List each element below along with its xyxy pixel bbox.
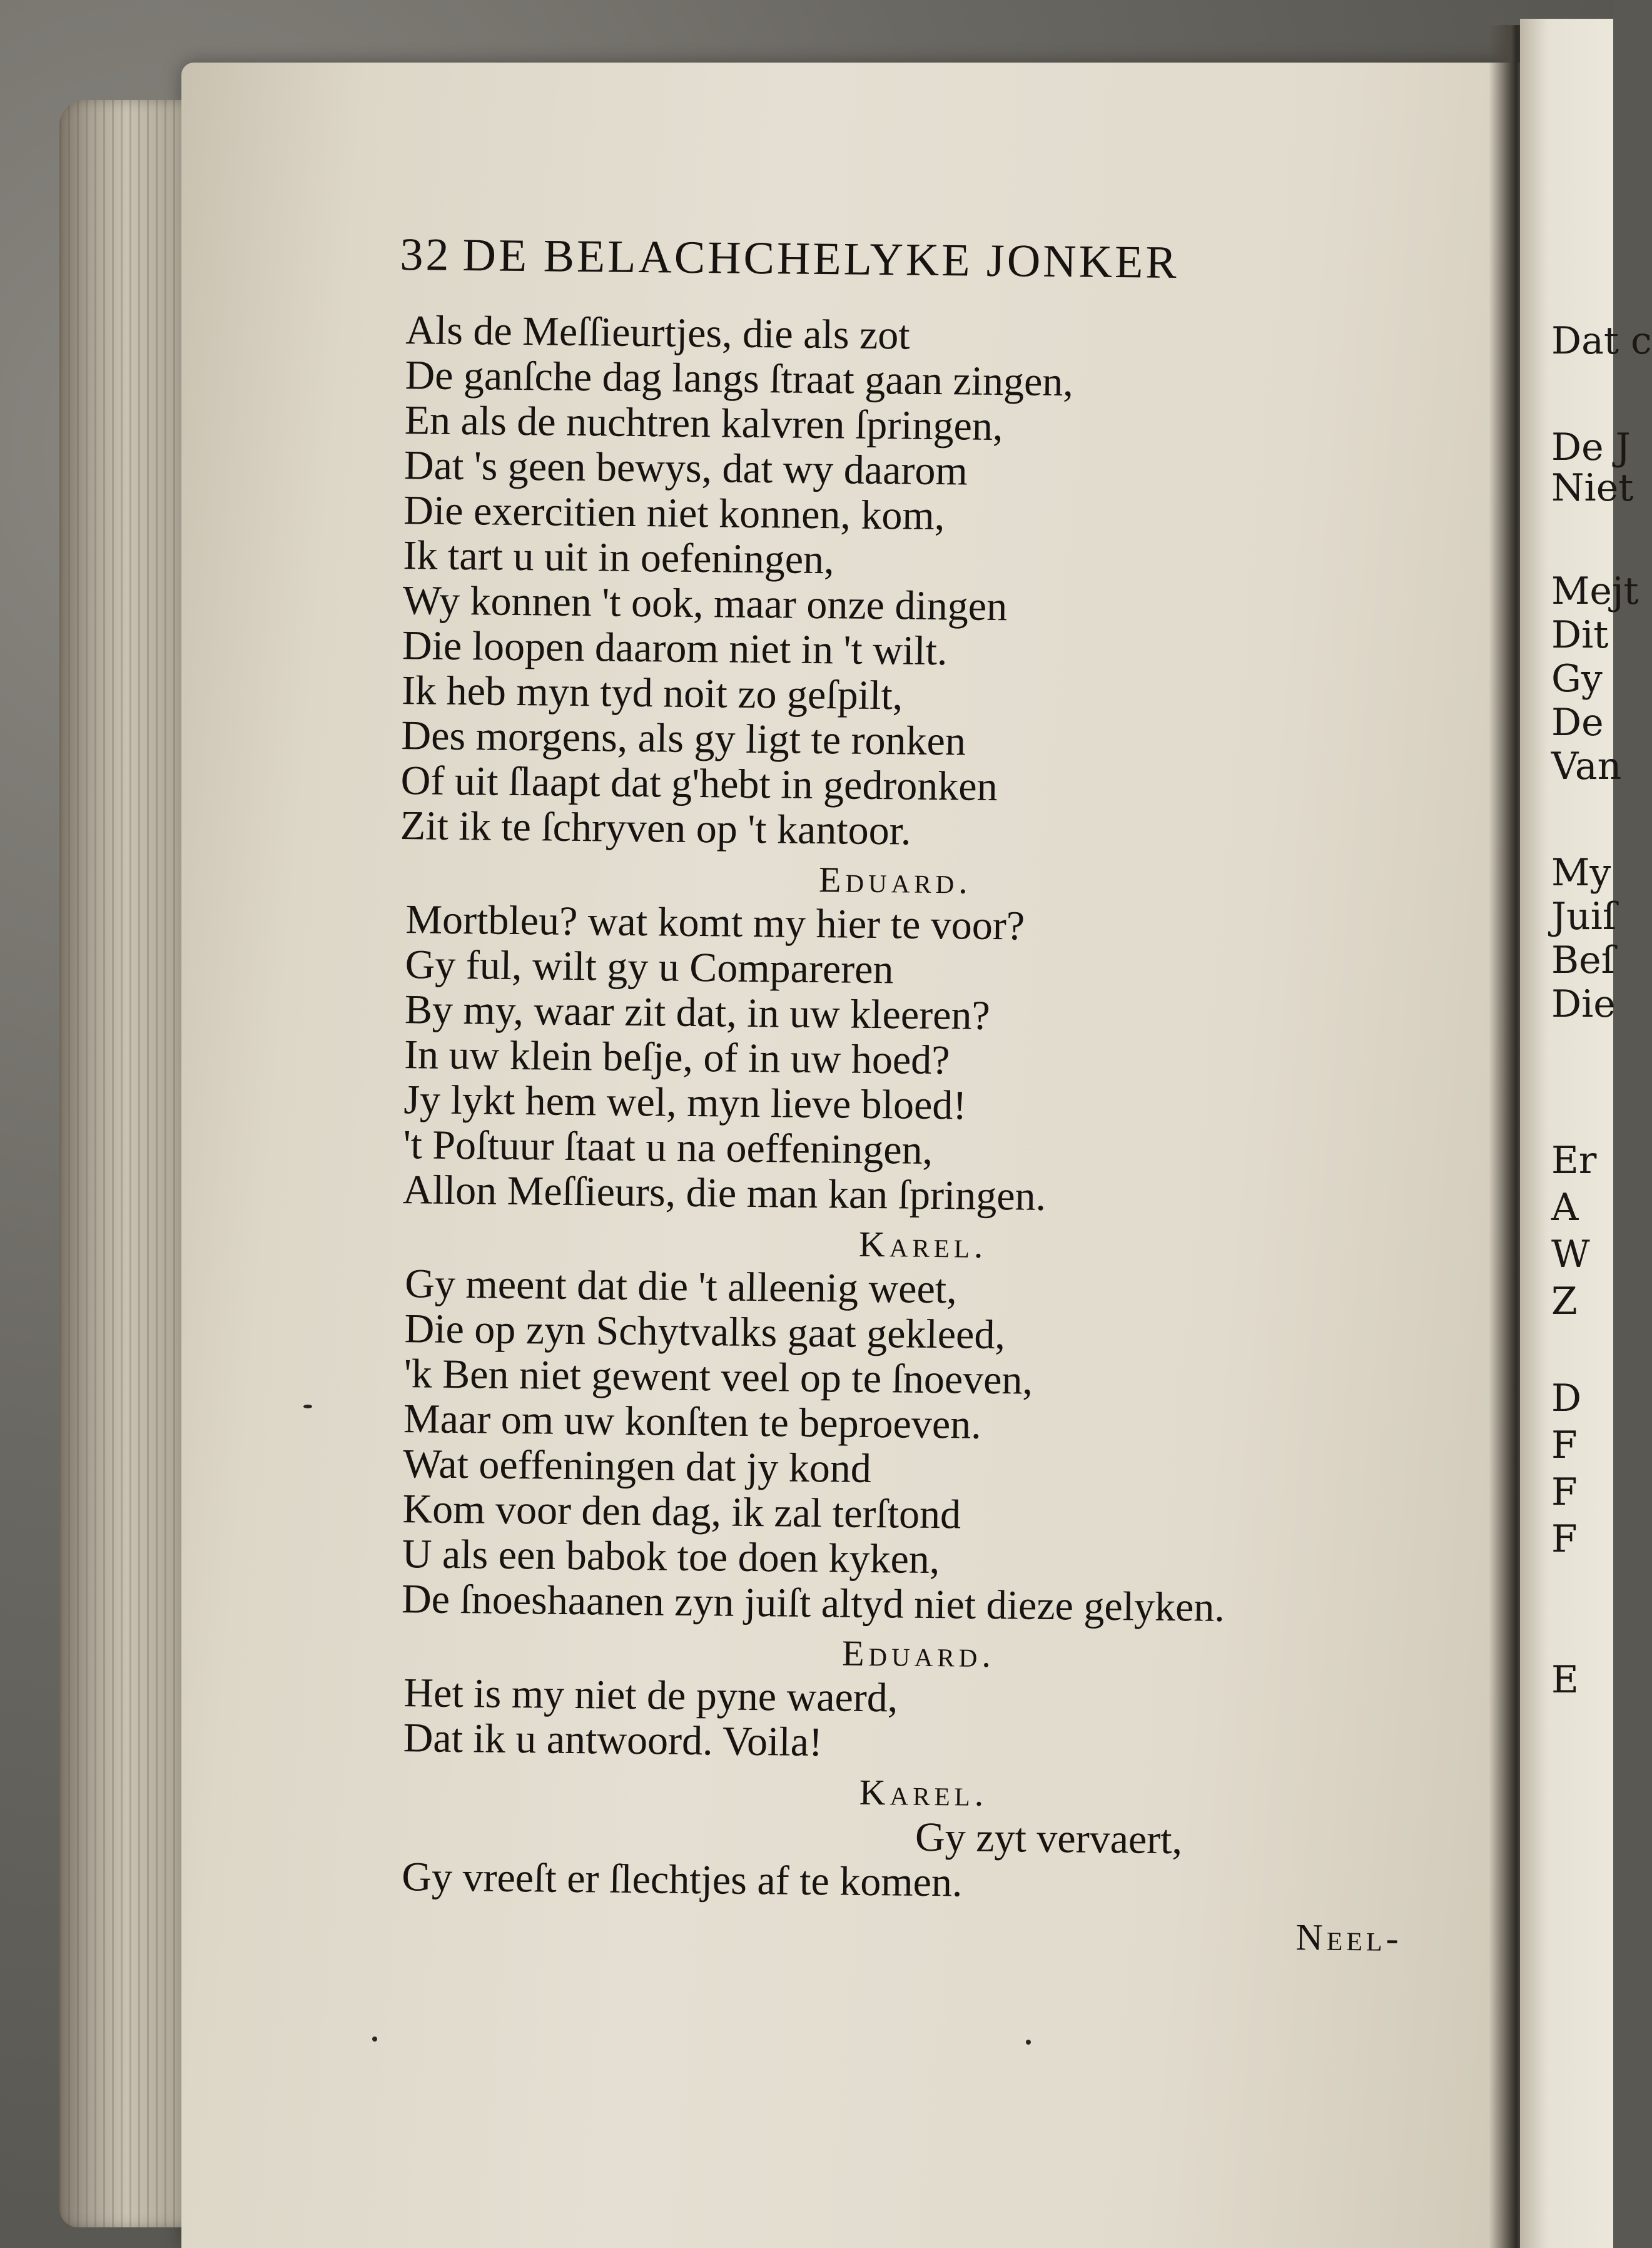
- verse-line: Ik heb myn tyd noit zo geſpilt,: [401, 668, 903, 719]
- right-page-line: De J: [1551, 425, 1631, 469]
- right-page-line: Z: [1551, 1279, 1578, 1323]
- right-page-line: De: [1551, 701, 1604, 745]
- right-page-line: E: [1551, 1658, 1579, 1702]
- right-page-line: F: [1551, 1517, 1578, 1561]
- verse-line: 't Poſtuur ſtaat u na oeffeningen,: [403, 1122, 933, 1173]
- ink-speck: [303, 1405, 312, 1408]
- verse-line: Wy konnen 't ook, maar onze dingen: [402, 577, 1008, 630]
- running-head-title: DE BELACHCHELYKE JONKER: [462, 230, 1180, 289]
- verse-line: Als de Meſſieurtjes, die als zot: [405, 307, 911, 359]
- right-page-line: F: [1551, 1423, 1578, 1467]
- verse-line: Gy ful, wilt gy u Compareren: [405, 942, 894, 993]
- right-page-line: W: [1551, 1233, 1590, 1276]
- verse-line: Maar om uw konſten te beproeven.: [403, 1396, 982, 1448]
- speaker-name: Karel.: [859, 1771, 988, 1814]
- verse-line: Ik tart u uit in oefeningen,: [403, 532, 835, 583]
- verse-line: Het is my niet de pyne waerd,: [403, 1670, 898, 1721]
- right-page-line: Die: [1551, 982, 1616, 1026]
- speaker-name: Eduard.: [841, 1632, 996, 1676]
- right-page-line: My: [1551, 851, 1611, 895]
- verse-line: De ganſche dag langs ſtraat gaan zingen,: [405, 352, 1074, 405]
- verse-line: Mortbleu? wat komt my hier te voor?: [405, 897, 1025, 949]
- verse-line: Die op zyn Schytvalks gaat gekleed,: [404, 1306, 1006, 1358]
- verse-line: Zit ik te ſchryven op 't kantoor.: [400, 803, 911, 854]
- verse-line: In uw klein beſje, of in uw hoed?: [403, 1032, 950, 1084]
- speaker-name: Karel.: [858, 1223, 988, 1266]
- right-page-line: Gy: [1551, 657, 1603, 701]
- verse-line: By my, waar zit dat, in uw kleeren?: [404, 987, 991, 1039]
- verse-line: Gy vreeſt er ſlechtjes af te komen.: [402, 1854, 963, 1906]
- verse-line: Of uit ſlaapt dat g'hebt in gedronken: [400, 758, 998, 810]
- speaker-name: Eduard.: [818, 859, 973, 902]
- verse-line: Dat ik u antwoord. Voila!: [403, 1715, 823, 1766]
- page-number: 32: [400, 228, 452, 281]
- verse-line: Die exercitien niet konnen, kom,: [403, 487, 945, 539]
- right-page-line: A: [1551, 1186, 1579, 1229]
- right-page-line: Dat c: [1551, 319, 1652, 363]
- verse-line: Dat 's geen bewys, dat wy daarom: [403, 442, 968, 494]
- right-page-line: Juiſ: [1551, 895, 1617, 938]
- verse-line: Gy meent dat die 't alleenig weet,: [404, 1261, 958, 1313]
- right-page-line: Beſ: [1551, 938, 1615, 982]
- right-page-line: Mejt: [1551, 569, 1639, 613]
- right-book-page-fragment: [1520, 19, 1652, 2248]
- right-page-line: F: [1551, 1470, 1578, 1514]
- show-through-text: [388, 400, 397, 442]
- verse-line: Allon Meſſieurs, die man kan ſpringen.: [402, 1167, 1046, 1219]
- verse-line: Kom voor den dag, ik zal terſtond: [402, 1486, 961, 1538]
- verse-line: Die loopen daarom niet in 't wilt.: [402, 623, 948, 674]
- verse-line: En als de nuchtren kalvren ſpringen,: [404, 397, 1003, 450]
- verse-line: Wat oeffeningen dat jy kond: [402, 1441, 872, 1492]
- verse-line: De ſnoeshaanen zyn juiſt altyd niet dieze gelyken.: [401, 1576, 1225, 1630]
- verse-line: Jy lykt hem wel, myn lieve bloed!: [403, 1077, 967, 1129]
- right-page-line: Dit: [1551, 613, 1609, 657]
- ink-speck: [372, 2037, 377, 2042]
- ink-speck: [1026, 2040, 1031, 2045]
- verse-line: U als een babok toe doen kyken,: [402, 1531, 940, 1583]
- running-head: [400, 228, 1432, 292]
- right-page-line: Er: [1551, 1139, 1597, 1182]
- verse-line: 'k Ben niet gewent veel op te ſnoeven,: [403, 1351, 1033, 1403]
- right-page-line: Niet: [1551, 466, 1634, 510]
- catchword: Neel-: [1295, 1916, 1403, 1959]
- right-page-line: D: [1551, 1376, 1582, 1420]
- verse-line: Gy zyt vervaert,: [915, 1814, 1183, 1863]
- right-page-line: Van: [1551, 745, 1622, 788]
- verse-line: Des morgens, als gy ligt te ronken: [401, 713, 966, 765]
